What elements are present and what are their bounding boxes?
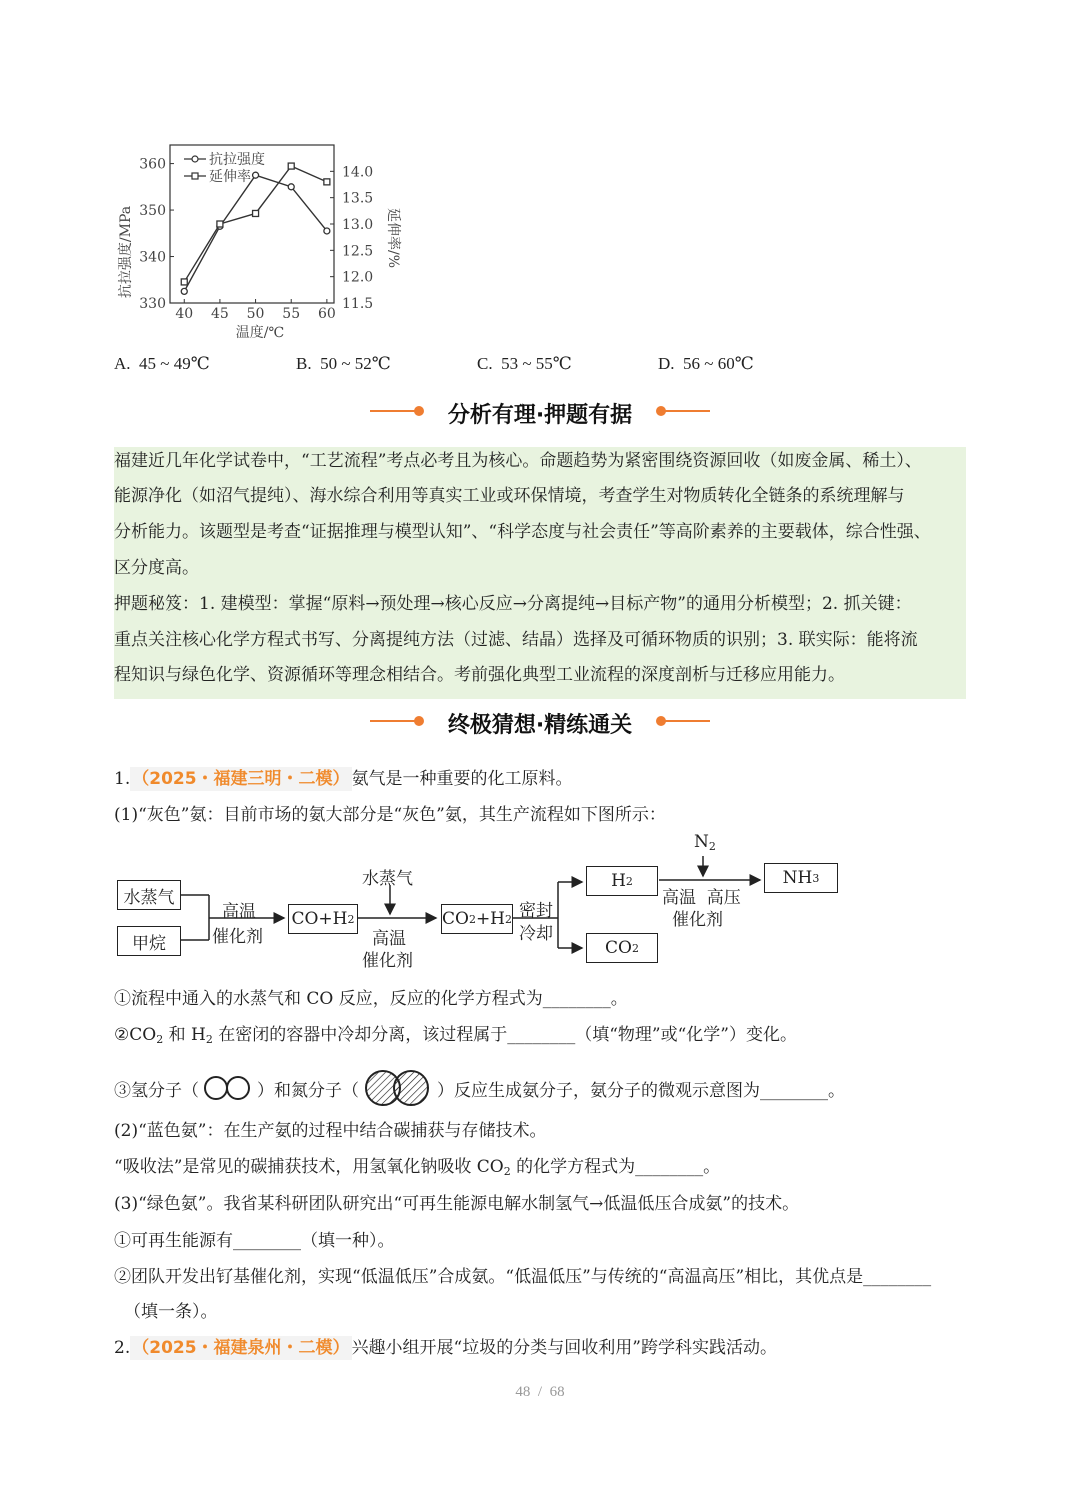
flow-cond-2-top: 高温 [372,929,406,949]
flow-box-steam: 水蒸气 [117,880,181,910]
data-point-circle [253,172,259,178]
flow-box-co2: CO 2 [586,933,658,963]
flow-steam-in: 水蒸气 [362,869,413,889]
y-right-tick-label: 13.5 [342,190,374,207]
flow-cond-3-bottom: 冷却 [519,924,553,944]
legend-marker-circle [192,156,198,162]
plot-frame [170,145,334,303]
analysis-line-1: 福建近几年化学试卷中，“工艺流程”考点必考且为核心。命题趋势为紧密围绕资源回收（如废金属、稀土）、 [114,451,922,471]
question-1-part-3: (3)“绿色氨”。我省某科研团队研究出“可再生能源电解水制氢气→低温低压合成氨”的技术。 [114,1194,800,1214]
tips-line-2: 重点关注核心化学方程式书写、分离提纯方法（过滤、结晶）选择及可循环物质的识别；3. 联实际：能将流 [114,630,918,650]
flow-n2-in: $N_2$ [694,832,716,853]
option-a[interactable]: A. 45 ~ 49℃ [114,354,210,373]
y-axis-label-right: 延伸率/% [385,207,401,269]
data-point-square [288,163,294,169]
y-left-tick-label: 330 [139,296,166,312]
line-chart [110,140,410,345]
data-point-circle [288,184,294,190]
legend-marker-square [192,173,198,179]
y-right-tick-label: 13.0 [342,217,374,233]
question-1-part-3-sub-2-cont: （填一条）。 [124,1302,218,1322]
option-c[interactable]: C. 53 ~ 55℃ [477,354,572,373]
flow-cond-4-bottom: 催化剂 [672,910,723,930]
question-1-stem: 1. （2025・福建三明・二模） 氨气是一种重要的化工原料。 [114,769,573,789]
y-left-tick-label: 340 [139,249,166,266]
flow-cond-1-top: 高温 [222,902,256,922]
nitrogen-molecule-icon [361,1068,435,1108]
x-axis-label: 温度/℃ [235,325,285,341]
flow-cond-1-bottom: 催化剂 [212,927,263,947]
question-2-stem: 2. （2025・福建泉州・二模） 兴趣小组开展“垃圾的分类与回收利用”跨学科实践活动。 [114,1338,777,1358]
question-2-source-tag: （2025・福建泉州・二模） [132,1338,350,1358]
y-left-tick-label: 360 [139,156,166,173]
data-point-square [324,179,330,185]
flow-cond-4-top: 高温 高压 [662,888,741,908]
analysis-line-3: 分析能力。该题型是考查“证据推理与模型认知”、“科学态度与社会责任”等高阶素养的主要载体，综合性强、 [114,522,931,542]
x-tick-label: 40 [175,306,194,322]
x-tick-label: 55 [282,306,301,322]
legend-label-1: 抗拉强度 [209,152,265,168]
y-right-tick-label: 14.0 [342,164,374,181]
legend-label-2: 延伸率 [209,169,251,185]
question-1-part-3-sub-1: ①可再生能源有________（填一种）。 [114,1231,395,1251]
section-title-analysis: 分析有理·押题有据 [447,403,633,428]
analysis-box [114,447,966,699]
series-line-1 [184,175,327,291]
question-1-sub-2: $②CO_2$ 和 $H_2$ 在密闭的容器中冷却分离，该过程属于________（填“物理”或“化学”）变化。 [114,1025,797,1046]
data-point-square [253,210,259,216]
option-d[interactable]: D. 56 ~ 60℃ [658,354,754,373]
section2-line-right [662,720,710,722]
analysis-line-4: 区分度高。 [114,558,199,578]
question-1-source-tag: （2025・福建三明・二模） [132,769,350,789]
flow-cond-3-top: 密封 [519,901,553,921]
question-1-part-3-sub-2: ②团队开发出钌基催化剂，实现“低温低压”合成氨。“低温低压”与传统的“高温高压”相比，其优点是________ [114,1267,932,1287]
question-1-sub-3: ③氢分子（ ）和氮分子（ ）反应生成氨分子，氨分子的微观示意图为________。 [114,1068,845,1108]
section-title-practice: 终极猜想·精练通关 [447,713,633,738]
tips-line-3: 程知识与绿色化学、资源循环等理念相结合。考前强化典型工业流程的深度剖析与迁移应用能力。 [114,665,845,685]
x-tick-label: 50 [246,306,265,322]
option-b[interactable]: B. 50 ~ 52℃ [296,354,391,373]
y-right-tick-label: 12.0 [342,269,374,286]
data-point-square [217,221,223,227]
flow-box-methane: 甲烷 [117,926,181,956]
question-1-sub-1: ①流程中通入的水蒸气和 CO 反应，反应的化学方程式为________。 [114,989,628,1009]
flow-box-co-h2: CO+H 2 [288,904,358,934]
series-line-2 [184,166,327,282]
analysis-line-2: 能源净化（如沼气提纯）、海水综合利用等真实工业或环保情境，考查学生对物质转化全链条的系统理解与 [114,486,905,506]
y-right-tick-label: 11.5 [342,296,374,312]
flow-box-co2-h2: CO 2 +H 2 [441,904,513,934]
question-1-part-2-line: “吸收法”是常见的碳捕获技术，用氢氧化钠吸收 $CO_2$ 的化学方程式为________。 [114,1157,721,1178]
x-tick-label: 60 [317,306,336,322]
flow-cond-2-bottom: 催化剂 [362,951,413,971]
question-1-part-1: (1)“灰色”氨：目前市场的氨大部分是“灰色”氨，其生产流程如下图所示： [114,805,666,825]
x-tick-label: 45 [210,306,229,322]
tips-line-1: 押题秘笈：1. 建模型：掌握“原料→预处理→核心反应→分离提纯→目标产物”的通用分析模型；2. 抓关键： [114,594,912,614]
page-number: 48 / 68 [515,1384,565,1400]
y-right-tick-label: 12.5 [342,243,374,260]
question-1-part-2: (2)“蓝色氨”：在生产氨的过程中结合碳捕获与存储技术。 [114,1121,547,1141]
y-left-tick-label: 350 [139,203,166,220]
data-point-circle [324,228,330,234]
data-point-circle [181,288,187,294]
section-line-right [662,410,710,412]
flow-box-nh3: NH 3 [764,863,838,893]
data-point-square [181,279,187,285]
y-axis-label-left: 抗拉强度/MPa [118,205,134,299]
hydrogen-molecule-icon [201,1075,255,1101]
flow-box-h2: H 2 [586,866,658,896]
